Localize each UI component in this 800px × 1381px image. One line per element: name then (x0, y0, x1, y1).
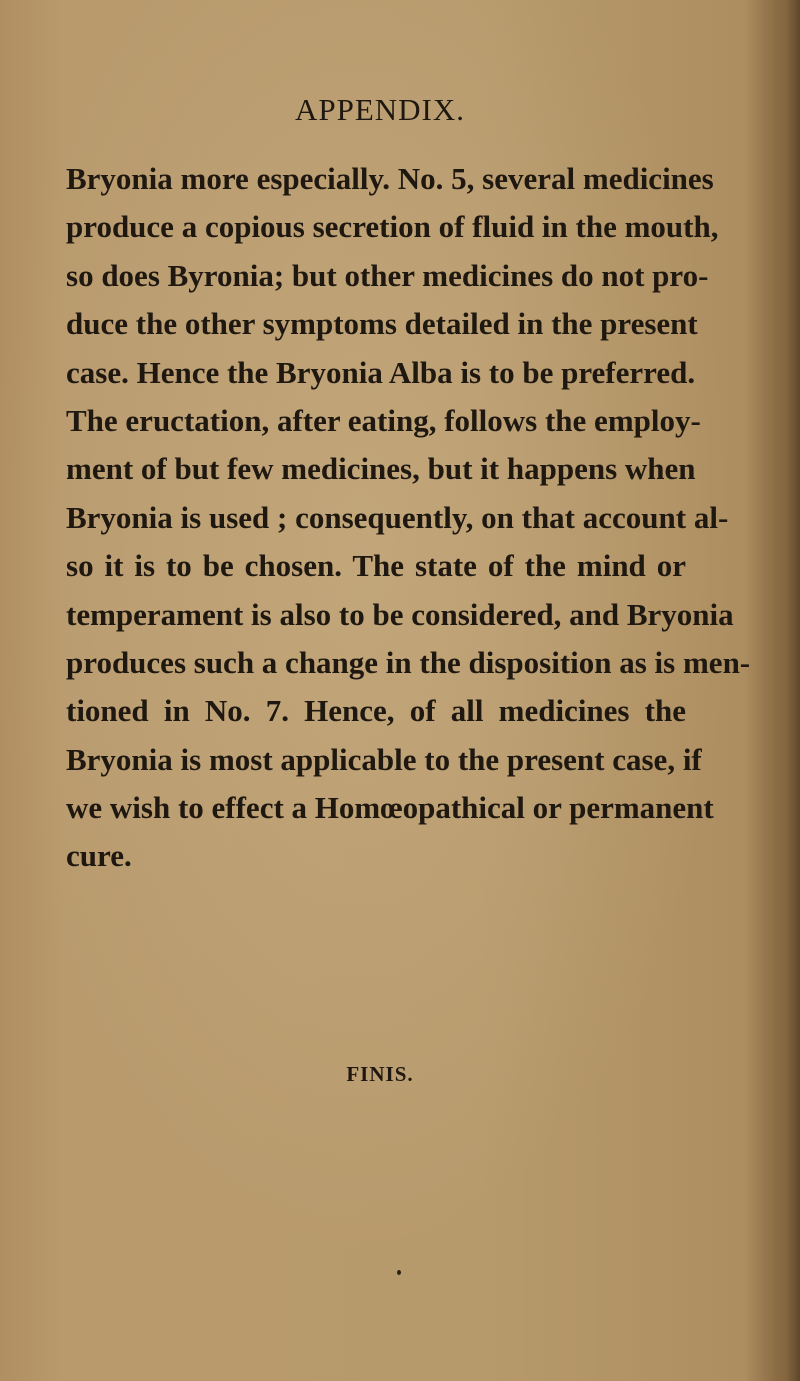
text-line: produce a copious secretion of fluid in the mouth, (66, 209, 719, 245)
text-line: ment of but few medicines, but it happens when (66, 451, 696, 487)
text-line: produces such a change in the disposition as is men- (66, 644, 751, 680)
text-line: duce the other symptoms detailed in the present (66, 306, 698, 342)
running-head: APPENDIX. (294, 92, 466, 127)
ink-speck (397, 1270, 401, 1275)
text-line: case. Hence the Bryonia Alba is to be preferred. (66, 354, 696, 390)
text-line: so does Byronia; but other medicines do not pro- (66, 257, 709, 293)
text-line: Bryonia is used ; consequently, on that account al- (66, 499, 729, 535)
text-line: Bryonia more especially. No. 5, several medicines (66, 161, 714, 196)
text-line: The eructation, after eating, follows the employ- (66, 402, 701, 438)
text-line: temperament is also to be considered, and Bryonia (66, 596, 734, 632)
body-text (66, 155, 751, 881)
finis-mark: FINIS. (346, 1062, 414, 1086)
text-line: Bryonia is most applicable to the present case, if (66, 741, 702, 777)
text-line: so it is to be chosen. The state of the mind or (66, 548, 686, 584)
text-line: tioned in No. 7. Hence, of all medicines the (66, 693, 686, 729)
text-line: we wish to effect a Homœopathical or permanent (66, 790, 714, 826)
page-edge-shadow (786, 0, 800, 1381)
text-line-last: cure. (66, 838, 132, 874)
